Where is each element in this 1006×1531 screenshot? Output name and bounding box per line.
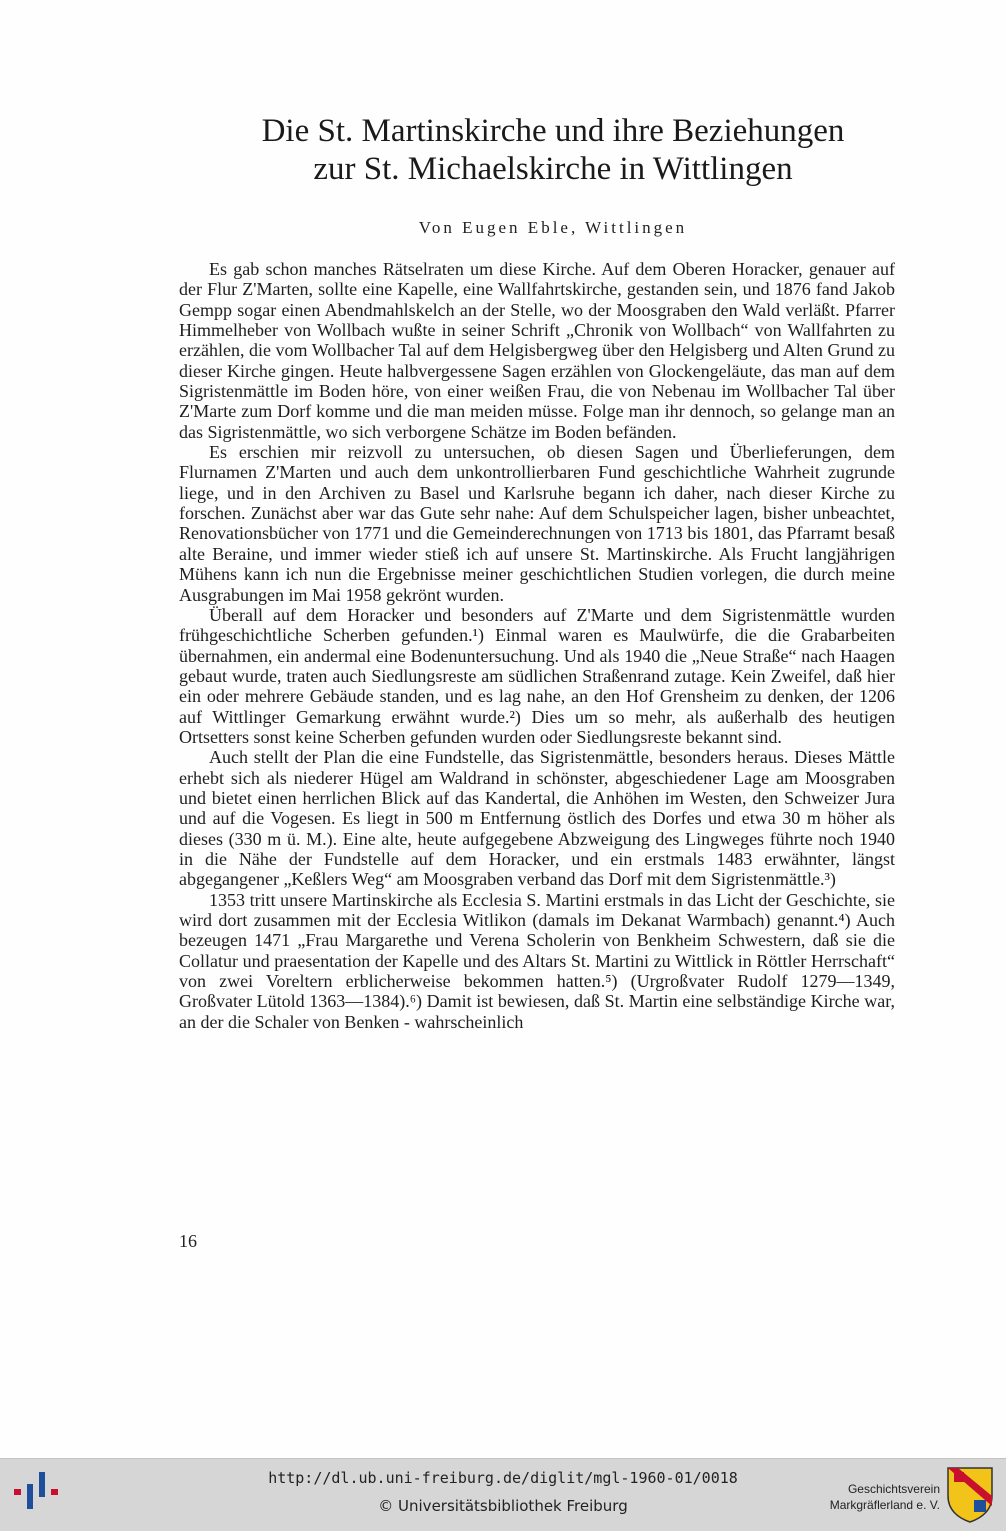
article-body [179,259,895,1032]
society-line-1: Geschichtsverein [847,1482,940,1496]
title-line-2: zur St. Michaelskirche in Wittlingen [313,151,793,187]
paragraph: Es erschien mir reizvoll zu untersuchen, ob diesen Sagen und Überlieferungen, dem Flurnamen Z'Marten und auch dem unkontrollierbaren Fund geschichtliche Wahrheit zugrunde liege, und in den Archiven zu Basel und Karlsruhe begann ich daher, nach dieser Kirche zu forschen. Zunächst aber war das Gute sehr nahe: Auf dem Schulspeicher lagen, bisher unbeachtet, Renovationsbücher von 1771 und die Gemeinderechnungen von 1713 bis 1801, das Pfarramt besaß alte Beraine, und immer wieder stieß ich auf unsere St. Martinskirche. Als Frucht langjährigen Mühens kann ich nun die Ergebnisse meiner geschichtlichen Studien vorlegen, die durch meine Ausgrabungen im Mai 1958 gekrönt wurden. [179,442,895,605]
permalink-url[interactable]: http://dl.ub.uni-freiburg.de/diglit/mgl-1960-01/0018 [268,1469,738,1487]
paragraph: Auch stellt der Plan die eine Fundstelle, das Sigristenmättle, besonders heraus. Dieses Mättle erhebt sich als niederer Hügel am Waldrand in schönster, abgeschiedener Lage am Moosgraben und bietet einen herrlichen Blick auf das Kandertal, die Anhöhen im Westen, den Schweizer Jura und auf die Vogesen. Es liegt in 500 m Entfernung östlich des Dorfes und etwa 30 m höher als dieses (330 m ü. M.). Eine alte, heute aufgegebene Abzweigung des Lingweges führte noch 1940 in die Nähe der Fundstelle auf dem Horacker, und ein erstmals 1483 erwähnter, längst abgegangener „Keßlers Weg“ am Moosgraben verband das Dorf mit dem Sigristenmättle.³) [179,747,895,890]
title-line-1: Die St. Martinskirche und ihre Beziehungen [261,113,845,149]
paragraph: 1353 tritt unsere Martinskirche als Ecclesia S. Martini erstmals in das Licht der Geschichte, sie wird dort zusammen mit der Ecclesia Witlikon (damals im Dekanat Warmbach) genannt.⁴) Auch bezeugen 1471 „Frau Margarethe und Verena Scholerin von Benkheim Schwestern, daß sie die Collatur und praesentation der Kapelle und des Altars St. Martini zu Wittlick in Röttler Herrschaft“ von zwei Voreltern erblicherweise bekommen hatten.⁵) (Urgroßvater Rudolf 1279—1349, Großvater Lütold 1363—1384).⁶) Damit ist bewiesen, daß St. Martin eine selbständige Kirche war, an der die Schaler von Benken - wahrscheinlich [179,889,895,1032]
paragraph: Es gab schon manches Rätselraten um diese Kirche. Auf dem Oberen Horacker, genauer auf der Flur Z'Marten, sollte eine Kapelle, eine Wallfahrtskirche, gestanden sein, und 1876 fand Jakob Gempp sogar einen Abendmahlskelch an der Stelle, wo der Moosgraben den Wald verläßt. Pfarrer Himmelheber von Wollbach wußte in seiner Schrift „Chronik von Wollbach“ von Wallfahrten zu erzählen, die vom Wollbacher Tal auf dem Helgisbergweg über den Helgisberg und Alten Grund zu dieser Kirche gingen. Heute halbvergessene Sagen erzählen von Glockengeläute, das man auf dem Sigristenmättle im Boden höre, von einer weißen Frau, die von Nebenau im Wollbacher Tal über Z'Marte zum Dorf komme und die man meiden müsse. Folge man ihr dennoch, so gelange man an das Sigristenmättle, wo sich verborgene Schätze im Boden befänden. [179,259,895,442]
article-title [150,112,956,188]
paragraph: Überall auf dem Horacker und besonders auf Z'Marte und dem Sigristenmättle wurden frühgeschichtliche Scherben gefunden.¹) Einmal waren es Maulwürfe, die die Grabarbeiten übernahmen, ein andermal eine Bodenuntersuchung. Und als 1940 die „Neue Straße“ nach Haagen gebaut wurde, traten auch Siedlungsreste am südlichen Straßenrand zutage. Kein Zweifel, daß hier ein oder mehrere Gebäude standen, und es lag nahe, an den Hof Grensheim zu denken, der 1206 auf Wittlinger Gemarkung erwähnt wurde.²) Dies um so mehr, als außerhalb des heutigen Ortsetters sonst keine Scherben gefunden wurden oder Siedlungsreste bekannt sind. [179,604,895,747]
coat-of-arms-icon [946,1466,994,1524]
society-line-2: Markgräflerland e. V. [829,1498,940,1512]
viewer-footer [0,1458,1006,1531]
page-number: 16 [179,1231,197,1251]
copyright-notice: © Universitätsbibliothek Freiburg [378,1497,628,1515]
article-author: Von Eugen Eble, Wittlingen [418,218,688,237]
society-name [830,1481,940,1513]
ub-freiburg-logo-icon [14,1470,64,1514]
